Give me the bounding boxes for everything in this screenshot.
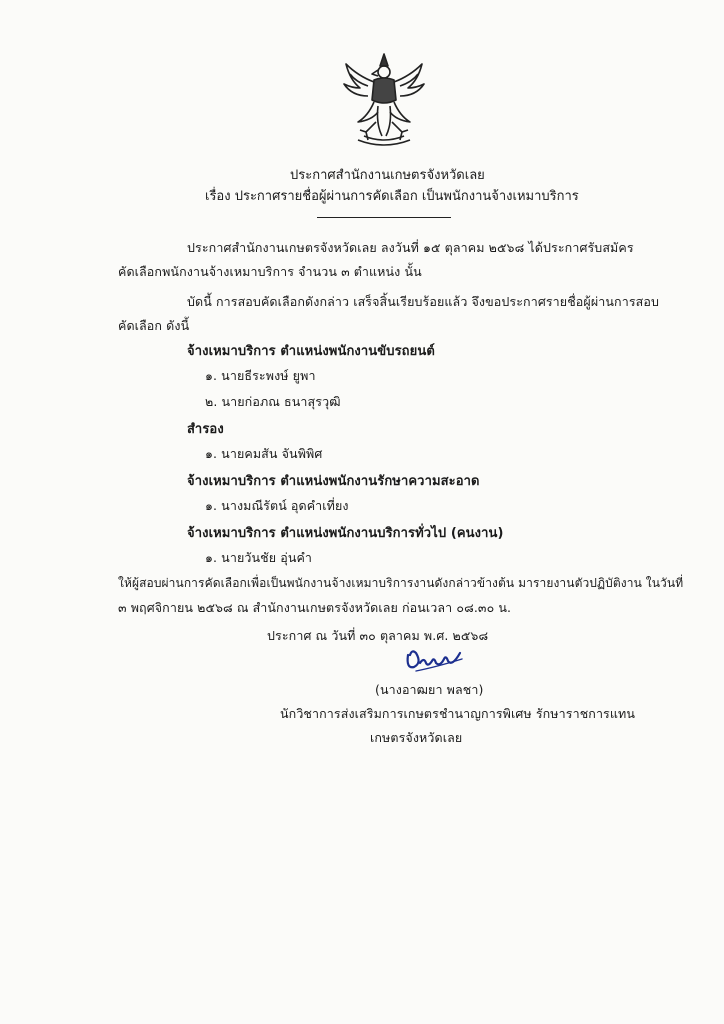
paragraph-1-line-2: คัดเลือกพนักงานจ้างเหมาบริการ จำนวน ๓ ตำแหน่ง นั้น [118, 264, 422, 279]
announce-date: ประกาศ ณ วันที่ ๓๐ ตุลาคม พ.ศ. ๒๕๖๘ [267, 628, 489, 643]
signer-title: นักวิชาการส่งเสริมการเกษตรชำนาญการพิเศษ รักษาราชการแทน [280, 706, 636, 721]
paragraph-3-line-1: ให้ผู้สอบผ่านการคัดเลือกเพื่อเป็นพนักงานจ้างเหมาบริการงานดังกล่าวข้างต้น มารายงานตัวปฏิบัติงาน ในวันที่ [118, 576, 684, 590]
signer-name: (นางอาฒยา พลชา) [375, 682, 484, 697]
section-heading-cleaner: จ้างเหมาบริการ ตำแหน่งพนักงานรักษาความสะอาด [187, 474, 480, 489]
signer-office: เกษตรจังหวัดเลย [370, 730, 463, 745]
section-heading-reserve: สำรอง [187, 422, 224, 437]
paragraph-1-line-1: ประกาศสำนักงานเกษตรจังหวัดเลย ลงวันที่ ๑๕ ตุลาคม ๒๕๖๘ ได้ประกาศรับสมัคร [187, 240, 634, 255]
header-divider [317, 217, 451, 218]
list-item: ๑. นางมณีรัตน์ อุดคำเที่ยง [205, 498, 349, 513]
list-item: ๑. นายคมสัน จันพิพิศ [205, 446, 323, 461]
garuda-emblem-icon [338, 50, 430, 150]
signature-icon [402, 645, 468, 675]
list-item: ๒. นายก่อภณ ธนาสุรวุฒิ [205, 394, 341, 409]
document-subject: เรื่อง ประกาศรายชื่อผู้ผ่านการคัดเลือก เป็นพนักงานจ้างเหมาบริการ [205, 189, 579, 204]
list-item: ๑. นายธีระพงษ์ ยูพา [205, 368, 316, 383]
section-heading-general-worker: จ้างเหมาบริการ ตำแหน่งพนักงานบริการทั่วไป (คนงาน) [187, 526, 504, 541]
section-heading-driver: จ้างเหมาบริการ ตำแหน่งพนักงานขับรถยนต์ [187, 344, 435, 359]
paragraph-2-line-2: คัดเลือก ดังนี้ [118, 318, 190, 333]
paragraph-3-line-2: ๓ พฤศจิกายน ๒๕๖๘ ณ สำนักงานเกษตรจังหวัดเลย ก่อนเวลา ๐๘.๓๐ น. [118, 600, 512, 615]
document-title: ประกาศสำนักงานเกษตรจังหวัดเลย [290, 168, 485, 183]
paragraph-2-line-1: บัดนี้ การสอบคัดเลือกดังกล่าว เสร็จสิ้นเรียบร้อยแล้ว จึงขอประกาศรายชื่อผู้ผ่านการสอบ [187, 294, 660, 309]
list-item: ๑. นายวันชัย อุ่นคำ [205, 550, 312, 565]
